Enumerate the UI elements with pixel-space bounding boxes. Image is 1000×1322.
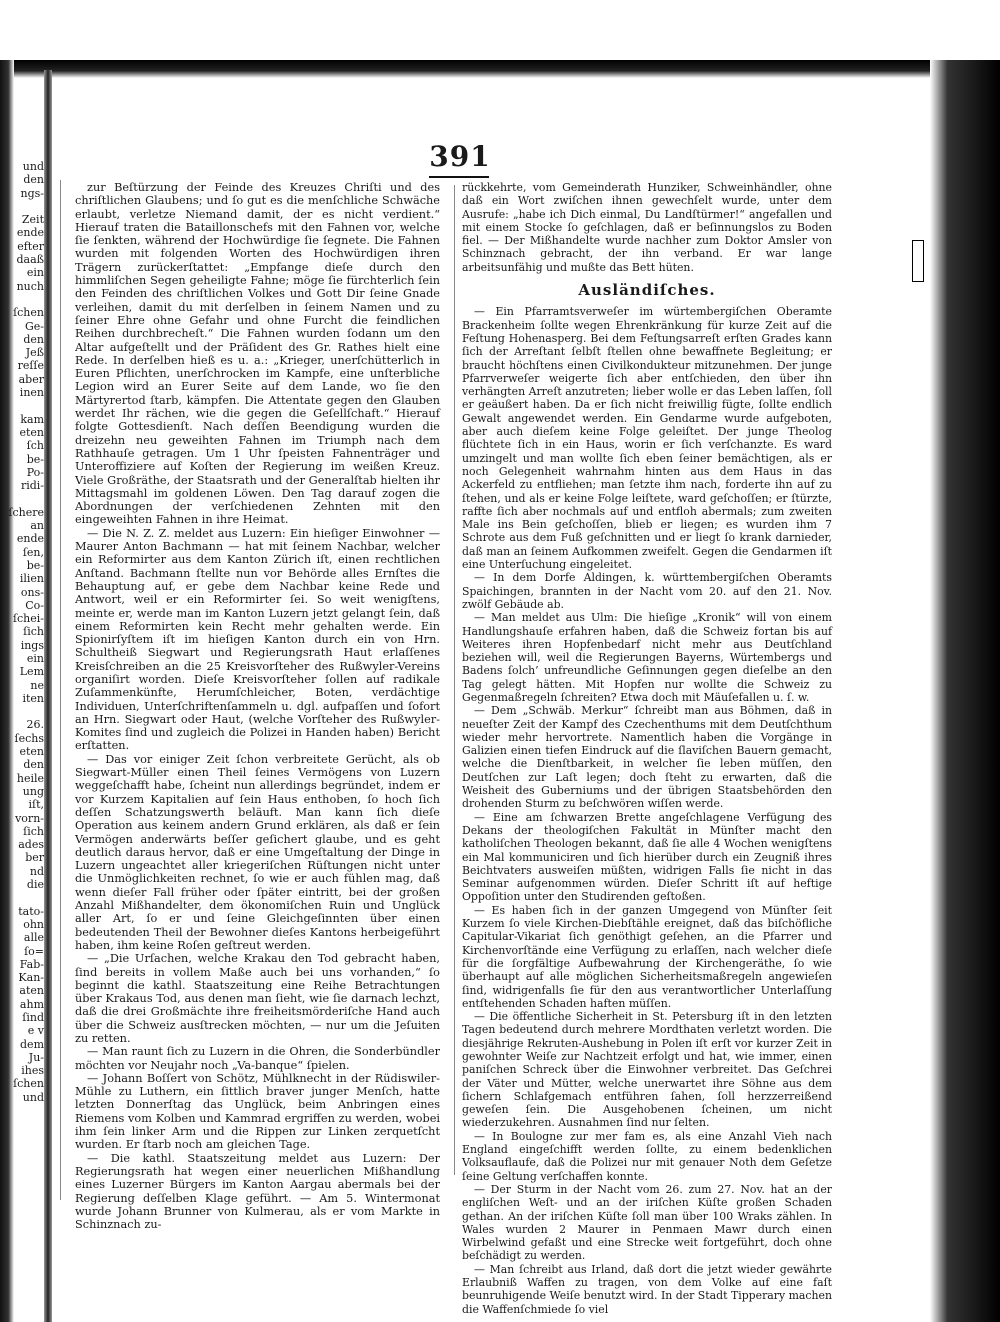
margin-fragment: ein [26, 266, 44, 280]
article-paragraph: — Ein Pfarramtsverweſer im würtembergiſchen Oberamte Brackenheim ſollte wegen Ehrenkränkung für kurze Zeit auf die Feſtung Hohenasperg. Bei dem Feſtungsarreſt erſten Grades kann ſich der Arreſtant ſelbſt ſtellen ohne bewaffnete Begleitung; er braucht höchſtens einen Civilkondukteur mitzunehmen. Der junge Pfarrverweſer weigerte ſich aber entſchieden, den über ihn verhängten Arreſt anzutreten; lieber wolle er das Leben laſſen, ſoll er geäußert haben. Da er ſich nicht freiwillig fügte, ſollte endlich Gewalt angewendet werden. Ein Gendarme wurde aufgeboten, aber auch dieſem keine Folge geleiſtet. Der junge Theolog flüchtete ſich in ein Haus, worin er ſich verſchanzte. Es ward umzingelt und man wollte ſich eben ſeiner bemächtigen, als er noch Gelegenheit wahrnahm hinten aus dem Haus in das Ackerfeld zu entfliehen; man ſetzte ihm nach, forderte ihn auf zu ſtehen, und als er keine Folge leiſtete, ward geſchoſſen; er ſtürzte, raffte ſich aber nochmals auf und entfloh abermals; zum zweiten Male ins Bein geſchoſſen, blieb er liegen; es wurden ihm 7 Schrote aus dem Fuß geſchnitten und er liegt ſo krank darnieder, daß man an ſeinem Aufkommen zweifelt. Gegen die Gendarmen iſt eine Unterſuchung eingeleitet. [462, 305, 832, 572]
margin-fragment: ſchei- [12, 612, 44, 626]
binding-shadow [44, 70, 52, 1322]
margin-fragment: ende [16, 226, 44, 240]
margin-fragment: ein [26, 651, 44, 665]
article-paragraph: — Man raunt ſich zu Luzern in die Ohren, die Sonderbündler möchten vor Neujahr noch „Va-banque“ ſpielen. [75, 1045, 440, 1072]
margin-fragment: ſch [26, 439, 44, 453]
article-paragraph: — Das vor einiger Zeit ſchon verbreitete Gerücht, als ob Siegwart-Müller einen Theil ſeines Vermögens von Luzern weggeſchafft habe, ſcheint nun allerdings begründet, indem er vor Kurzem Kapitalien auf ſein Haus enthoben, ſo hoch ſich deſſen Schatzungswerth beläuft. Man kann ſich dieſe Operation aus keinem andern Grund erklären, als daß er ſein Vermögen anderwärts beſſer geſichert glaube, und es geht deutlich daraus hervor, daß er eine Umgeſtaltung der Dinge in Luzern ungeachtet aller kriegeriſchen Rüſtungen nicht unter die Unmöglichkeiten rechnet, ſo wie er auch fühlen mag, daß wenn dieſer Fall früher oder ſpäter eintritt, bei der großen Anzahl Mißhandelter, dem ökonomiſchen Ruin und Unglück aller Art, ſo er und ſeine Gleichgeſinnten über einen bedeutenden Theil der Bewohner dieſes Kantons herbeigeführt haben, ihm keine Roſen geſtreut werden. [75, 752, 440, 952]
margin-fragment: ne [30, 678, 44, 692]
margin-fragment: ons- [20, 585, 44, 599]
margin-fragment: ber [25, 851, 44, 865]
margin-fragment: nd [29, 864, 44, 878]
margin-fragment: den [23, 758, 44, 772]
margin-fragment: iſt, [28, 798, 44, 812]
margin-fragment: Ge- [24, 319, 44, 333]
margin-fragment: Zeit [21, 213, 44, 227]
margin-fragment: ſo= [24, 944, 44, 958]
article-paragraph: — In dem Dorfe Aldingen, k. württembergiſchen Oberamts Spaichingen, brannten in der Nacht vom 20. auf den 21. Nov. zwölf Gebäude ab. [462, 571, 832, 611]
scan-top-edge [0, 60, 1000, 78]
article-paragraph: — Die öffentliche Sicherheit in St. Petersburg iſt in den letzten Tagen bedeutend durch mehrere Mordthaten verletzt worden. Die diesjährige Rekruten-Aushebung in Polen iſt erſt vor kurzer Zeit in gewohnter Weiſe zur Nachtzeit erfolgt und hat, wie immer, einen paniſchen Schreck über die Einwohner verbreitet. Das Geſchrei der Väter und Mütter, welche unerwartet ihre Söhne aus dem ſichern Schlafgemach entführen ſahen, ſoll herzzerreißend geweſen ſein. Die Ausgehobenen ſcheinen, um nicht wiederzukehren. Ausnahmen ſind nur ſelten. [462, 1010, 832, 1130]
margin-fragment: ngs- [20, 186, 44, 200]
margin-fragment [0, 399, 44, 412]
margin-fragment: Ju- [28, 1050, 44, 1064]
left-column [75, 181, 440, 1232]
margin-fragment: reſſe [17, 359, 44, 373]
margin-fragment: an [30, 519, 44, 533]
article-paragraph: zur Beſtürzung der Feinde des Kreuzes Chriſti und des chriſtlichen Glaubens; und ſo gut es die menſchliche Schwäche erlaubt, verletze Niemand damit, der es nicht verdient.“ Hierauf traten die Bataillonschefs mit den Fahnen vor, welche ſie ſenkten, während der Hochwürdige ſie ſegnete. Die Fahnen wurden mit folgenden Worten des Hochwürdigen ihren Trägern zurückerſtattet: „Empfange dieſe durch den himmliſchen Segen geheiligte Fahne; möge ſie fürchterlich ſein den Feinden des chriſtlichen Volkes und Gott Dir ſeine Gnade verleihen, damit du mit derſelben in ſeinem Namen und zu ſeiner Ehre ohne Gefahr und ohne Furcht die feindlichen Reihen durchbrecheſt.“ Die Fahnen wurden ſodann um den Altar aufgeſtellt und der Präſident des Gr. Rathes hielt eine Rede. In derſelben hieß es u. a.: „Krieger, unerſchütterlich in Euren Pflichten, unerſchrocken im Kampfe, eine unſterbliche Legion wird an Eurer Seite auf dem Lande, wo ſie den Märtyrertod ſtarb, kämpfen. Die Attentate gegen den Glauben werdet Ihr rächen, wie die gegen die Geſellſchaft.“ Hierauf folgte Gottesdienſt. Nach deſſen Beendigung wurden die dreizehn neu geweihten Fahnen im Triumph nach dem Rathhauſe getragen. Um 1 Uhr ſpeisten Fahnenträger und Unteroffiziere auf Koſten der Regierung im weißen Kreuz. Viele Großräthe, der Staatsrath und der Generalſtab hielten ihr Mittagsmahl im goldenen Löwen. Den Tag darauf zogen die Abordnungen der verſchiedenen Zehnten mit den eingeweihten Fahnen in ihre Heimat. [75, 181, 440, 527]
margin-fragment: ahm [19, 997, 44, 1011]
margin-fragment: ſich [23, 824, 44, 838]
article-paragraph: — Johann Boſſert von Schötz, Mühlknecht in der Rüdiswiler-Mühle zu Luthern, ein ſittlich braver junger Menſch, hatte letzten Donnerſtag das Unglück, beim Anbringen eines Riemens vom Kolben und Kammrad ergriffen zu werden, wobei ihm ſein linker Arm und die Rippen zur Linken zerquetſcht wurden. Er ſtarb noch am gleichen Tage. [75, 1071, 440, 1152]
margin-fragment: ung [22, 784, 44, 798]
adjacent-page-fragments [0, 160, 44, 1180]
margin-fragment [0, 492, 44, 505]
margin-fragment [0, 891, 44, 904]
scan-right-edge [930, 60, 1000, 1322]
article-paragraph: — „Die Urſachen, welche Krakau den Tod gebracht haben, ſind bereits in vollem Maße auch bei uns vorhanden,“ ſo beginnt die kathl. Staatszeitung eine Reihe Betrachtungen über Krakaus Tod, aus denen man ſieht, wie ſie darnach lechzt, daß die drei Großmächte ihre freiheitsmörderiſche Hand auch über die Schweiz ausſtrecken möchten, — nur um die Jeſuiten zu retten. [75, 952, 440, 1045]
margin-fragment: ſchen [13, 306, 44, 320]
right-column [462, 181, 832, 1316]
margin-fragment: Co- [25, 598, 44, 612]
article-paragraph: — Dem „Schwäb. Merkur“ ſchreibt man aus Böhmen, daß in neueſter Zeit der Kampf des Czechenthums mit dem Deutſchthum wieder mehr hervortrete. Namentlich haben die Vorgänge in Galizien einen tiefen Eindruck auf die ſlaviſchen Bauern gemacht, welche die Dienſtbarkeit, in welcher ſie leben müſſen, den Deutſchen zur Laſt legen; doch ſteht zu erwarten, daß die Weisheit des Guberniums und der übrigen Staatsbehörden den drohenden Sturm zu beſchwören wiſſen werde. [462, 704, 832, 811]
margin-fragment [0, 293, 44, 306]
margin-fragment: alle [23, 931, 44, 945]
margin-fragment: e v [27, 1024, 44, 1038]
margin-fragment: daaß [16, 253, 44, 267]
column-rule-center [454, 185, 455, 1175]
page-number-rule [429, 176, 489, 178]
margin-fragment: be- [26, 558, 44, 572]
margin-fragment: be- [26, 452, 44, 466]
margin-fragment: heile [16, 771, 44, 785]
margin-fragment: ende [16, 532, 44, 546]
margin-fragment: ſchere [8, 505, 44, 519]
margin-fragment: und [22, 160, 44, 173]
margin-fragment: tato- [18, 904, 44, 918]
margin-fragment: efter [17, 239, 44, 253]
margin-fragment: die [26, 878, 44, 892]
margin-fragment: iten [22, 691, 44, 705]
article-paragraph: — Es haben ſich in der ganzen Umgegend von Münſter ſeit Kurzem ſo viele Kirchen-Diebſtähle ereignet, daß das biſchöfliche Capitular-Vikariat ſich genöthigt geſehen, an die Pfarrer und Kirchenvorſtände eine Verfügung zu erlaſſen, nach welcher dieſe für die ſorgfältige Aufbewahrung der Kirchengeräthe, ſo wie überhaupt auf alle möglichen Sicherheitsmaßregeln angewieſen ſind, widrigenfalls ſie für den aus verantwortlicher Unterlaſſung entſtehenden Schaden haften müſſen. [462, 903, 832, 1010]
margin-fragment: ſind [22, 1011, 44, 1024]
section-heading: Ausländiſches. [578, 281, 716, 300]
margin-fragment: inen [19, 386, 44, 400]
article-paragraph: — Die N. Z. Z. meldet aus Luzern: Ein hieſiger Einwohner — Maurer Anton Bachmann — hat mit ſeinem Nachbar, welcher ein Reformirter aus dem Kanton Zürich iſt, einen rechtlichen Anſtand. Bachmann ſtellte nun vor Behörde alles Ernſtes die Behauptung auf, er gebe dem Nachbar keine Rede und Antwort, weil er ein Reformirter ſei. So weit wenigſtens, meinte er, werde man im Kanton Luzern jetzt gelangt ſein, daß einem Reformirten kein Recht mehr gehalten werde. Ein Spionirſyſtem iſt im hieſigen Kanton durch ein von Hrn. Schultheiß Siegwart und Regierungsrath Haut erlaſſenes Kreisſchreiben an die 25 Kreisvorſteher des Rußwyler-Vereins organiſirt worden. Dieſe Kreisvorſteher ſollen auf radikale Zuſammenkünfte, Herumſchleicher, Boten, verdächtige Individuen, Unterſchriftenſammeln u. dgl. aufpaſſen und ſofort an Hrn. Siegwart oder Haut, (welche Vorſteher des Rußwyler-Komites ſind und zugleich die Polizei in Handen haben) Bericht erſtatten. [75, 526, 440, 753]
column-rule-left [60, 180, 61, 1200]
article-paragraph: — Die kathl. Staatszeitung meldet aus Luzern: Der Regierungsrath hat wegen einer neuerlichen Mißhandlung eines Luzerner Bürgers im Kanton Aargau abermals bei der Regierung deſſelben Klage geführt. — Am 5. Wintermonat wurde Johann Brunner von Kulmerau, als er vom Markte in Schinznach zu- [75, 1151, 440, 1232]
margin-fragment: nuch [16, 279, 44, 293]
right-column-articles [462, 305, 832, 1316]
margin-fragment: kam [20, 412, 44, 426]
margin-fragment: ihes [21, 1064, 44, 1078]
margin-fragment: ilien [19, 572, 44, 586]
article-paragraph: — Man ſchreibt aus Irland, daß dort die jetzt wieder gewährte Erlaubniß Waffen zu tragen, von dem Volke auf eine faſt beunruhigende Weiſe benutzt wird. In der Stadt Tipperary machen die Waffenſchmiede ſo viel [462, 1262, 832, 1316]
article-paragraph: — In Boulogne zur mer fam es, als eine Anzahl Vieh nach England eingeſchifft werden ſollte, zu einem bedenklichen Volksauflaufe, daß die Polizei nur mit genauer Noth dem Geſetze ſeine Geltung verſchaffen konnte. [462, 1129, 832, 1183]
margin-fragment: aber [18, 372, 44, 386]
margin-fragment: ſechs [14, 731, 44, 745]
margin-fragment: ſchen [13, 1077, 44, 1091]
article-paragraph: — Der Sturm in der Nacht vom 26. zum 27. Nov. hat an der engliſchen Weſt- und an der iriſchen Küſte großen Schaden gethan. An der iriſchen Küſte ſoll man über 100 Wraks zählen. In Wales wurden 2 Maurer in Penmaen Mawr durch einen Wirbelwind gefaßt und eine Strecke weit fortgeführt, doch ohne beſchädigt zu werden. [462, 1182, 832, 1263]
margin-fragment: ades [18, 838, 44, 852]
margin-fragment: ings [20, 638, 44, 652]
margin-fragment: ridi- [20, 479, 44, 493]
margin-fragment: aten [19, 984, 44, 998]
scan-marker [912, 240, 924, 282]
margin-fragment: ſich [23, 625, 44, 639]
margin-fragment: Po- [26, 465, 44, 479]
page-number: 391 [429, 140, 491, 173]
margin-fragment: Jeß [25, 346, 44, 360]
margin-fragment: Lem [19, 665, 44, 679]
right-column-continuation: rückkehrte, vom Gemeinderath Hunziker, Schweinhändler, ohne daß ein Wort zwiſchen ihnen gewechſelt wurde, unter dem Ausrufe: „habe ich Dich einmal, Du Landſtürmer!“ angefallen und mit einem Stocke ſo geſchlagen, daß er beſinnungslos zu Boden fiel. — Der Mißhandelte wurde nachher zum Doktor Amsler von Schinznach gebracht, der ihn verband. Er war lange arbeitsunfähig und mußte das Bett hüten. [462, 181, 832, 274]
margin-fragment: eten [19, 745, 44, 759]
margin-fragment: dem [20, 1037, 44, 1051]
margin-fragment: und [22, 1090, 44, 1104]
margin-fragment: vorn- [15, 811, 44, 825]
margin-fragment: Fab- [19, 957, 44, 971]
margin-fragment: Kan- [18, 971, 44, 985]
margin-fragment: eten [19, 425, 44, 439]
article-paragraph: — Eine am ſchwarzen Brette angeſchlagene Verfügung des Dekans der theologiſchen Fakultät in Münſter macht den katholiſchen Theologen bekannt, daß ſie alle 4 Wochen wenigſtens ein Mal kommuniciren und ſich hierüber durch ein Zeugniß ihres Beichtvaters ausweiſen müßten, widrigen Falls ſie nicht in das Seminar aufgenommen würden. Dieſer Schritt iſt auf heftige Oppoſition unter den Studirenden geſtoßen. [462, 810, 832, 904]
margin-fragment [0, 705, 44, 718]
margin-fragment: ohn [23, 917, 44, 931]
margin-fragment: 26. [26, 718, 44, 732]
article-paragraph: — Man meldet aus Ulm: Die hieſige „Kronik“ will von einem Handlungshauſe erfahren haben, daß die Schweiz fortan bis auf Weiteres ihren Hopfenbedarf nicht mehr aus Deutſchland beziehen will, weil die Regierungen Bayerns, Würtembergs und Badens ſolch’ unfreundliche Geſinnungen gegen dieſelbe an den Tag gelegt hätten. Mit Hopfen nur wollte die Schweiz zu Gegenmaßregeln ſchreiten? Etwa doch mit Mäuſefallen u. ſ. w. [462, 611, 832, 704]
margin-fragment [0, 200, 44, 213]
margin-fragment: den [23, 173, 44, 187]
margin-fragment: den [23, 332, 44, 346]
margin-fragment: ſen, [22, 545, 44, 559]
